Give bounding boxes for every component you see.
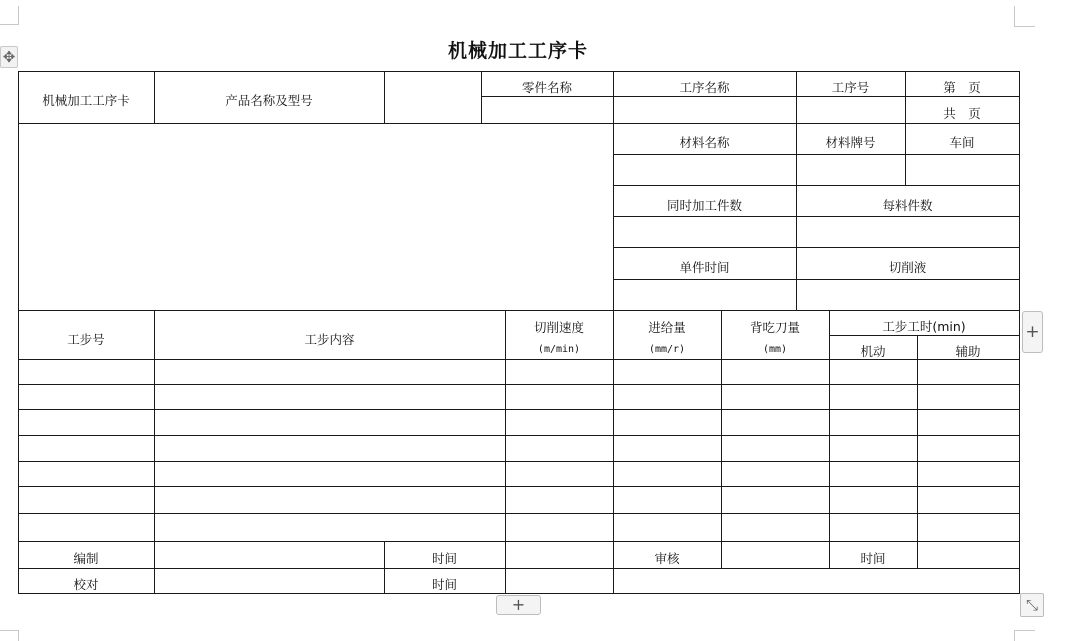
resize-icon[interactable]: ⤡ [1020,593,1044,617]
time-label-1: 时间 [431,551,457,566]
add-column-button[interactable] [1022,311,1043,353]
check-label: 校对 [73,577,99,592]
product-label: 产品名称及型号 [225,93,313,108]
time-label-3: 时间 [431,577,457,592]
move-icon[interactable]: ✥ [0,46,18,68]
step-no-header: 工步号 [67,332,105,347]
material-grade-label: 材料牌号 [825,135,876,150]
pieces-per-blank-label: 每料件数 [882,198,933,213]
simul-pieces-label: 同时加工件数 [666,198,742,213]
time-label-2: 时间 [860,551,886,566]
machine-time-header: 机动 [860,344,886,359]
feed-unit: (mm/r) [648,344,686,355]
part-name-label: 零件名称 [521,80,572,95]
op-no-label: 工序号 [831,80,870,95]
step-content-header: 工步内容 [304,332,355,347]
cut-speed-header: 切削速度 [533,320,584,335]
depth-unit: (mm) [762,344,788,355]
depth-header: 背吃刀量 [749,320,800,335]
unit-time-label: 单件时间 [679,260,730,275]
page-title: 机械加工工序卡 [447,40,588,62]
workshop-label: 车间 [949,135,975,150]
page-no-label: 第 页 [943,80,981,95]
review-label: 审核 [654,551,680,566]
plus-icon: + [1025,322,1040,342]
coolant-label: 切削液 [888,260,927,275]
feed-header: 进给量 [648,320,686,335]
card-label: 机械加工工序卡 [42,93,130,108]
compile-label: 编制 [73,551,99,566]
plus-icon: + [511,595,526,614]
page-total-label: 共 页 [943,106,981,121]
step-time-header: 工步工时(min) [882,319,966,334]
op-name-label: 工序名称 [679,80,730,95]
material-name-label: 材料名称 [679,135,730,150]
add-row-button[interactable] [496,595,541,615]
cut-speed-unit: (m/min) [537,344,581,355]
auxiliary-time-header: 辅助 [955,344,981,359]
